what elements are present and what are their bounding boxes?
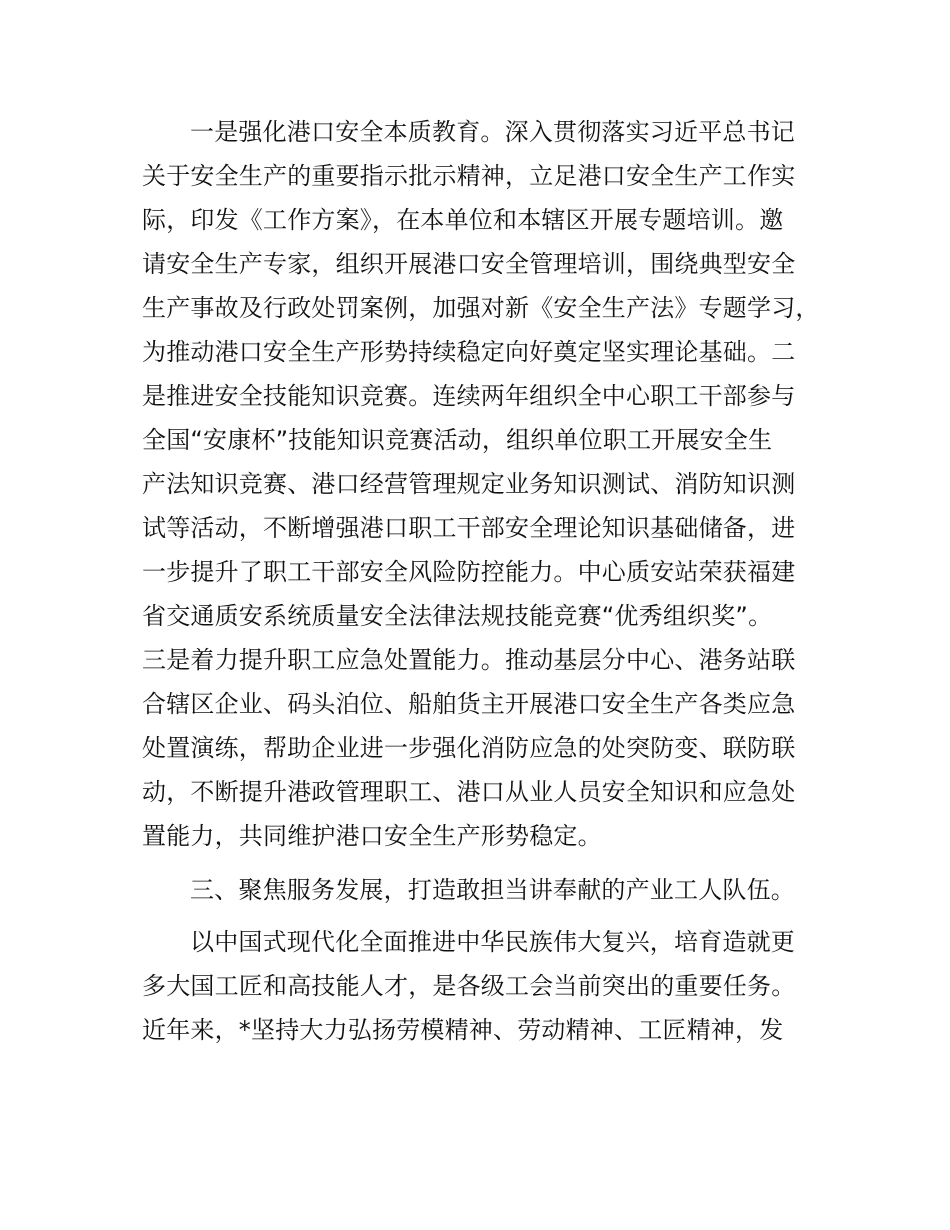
text-line: 请安全生产专家，组织开展港口安全管理培训，围绕典型安全 xyxy=(142,250,796,278)
text-line: 产法知识竞赛、港口经营管理规定业务知识测试、消防知识测 xyxy=(142,470,796,498)
text-line: 际，印发《工作方案》，在本单位和本辖区开展专题培训。邀 xyxy=(142,206,784,234)
text-line: 全国“安康杯”技能知识竞赛活动，组织单位职工开展安全生 xyxy=(142,426,773,454)
text-line: 以中国式现代化全面推进中华民族伟大复兴，培育造就更 xyxy=(190,928,795,956)
text-line: 试等活动，不断增强港口职工干部安全理论知识基础储备，进 xyxy=(142,514,796,542)
text-line: 一步提升了职工干部安全风险防控能力。中心质安站荣获福建 xyxy=(142,558,796,586)
text-line: 一是强化港口安全本质教育。深入贯彻落实习近平总书记 xyxy=(190,118,795,146)
text-line: 为推动港口安全生产形势持续稳定向好奠定坚实理论基础。二 xyxy=(142,338,796,366)
text-line: 合辖区企业、码头泊位、船舶货主开展港口安全生产各类应急 xyxy=(142,690,796,718)
text-line: 省交通质安系统质量安全法律法规技能竞赛“优秀组织奖”。 xyxy=(142,602,773,630)
text-line: 是推进安全技能知识竞赛。连续两年组织全中心职工干部参与 xyxy=(142,382,796,410)
text-line: 置能力，共同维护港口安全生产形势稳定。 xyxy=(142,822,602,850)
text-line: 处置演练，帮助企业进一步强化消防应急的处突防变、联防联 xyxy=(142,734,796,762)
text-line: 近年来，*坚持大力弘扬劳模精神、劳动精神、工匠精神，发 xyxy=(142,1016,784,1044)
text-line: 三是着力提升职工应急处置能力。推动基层分中心、港务站联 xyxy=(142,646,796,674)
text-line: 动，不断提升港政管理职工、港口从业人员安全知识和应急处 xyxy=(142,778,796,806)
text-line: 多大国工匠和高技能人才，是各级工会当前突出的重要任务。 xyxy=(142,972,796,1000)
section-heading: 三、聚焦服务发展，打造敢担当讲奉献的产业工人队伍。 xyxy=(190,876,795,904)
text-line: 关于安全生产的重要指示批示精神，立足港口安全生产工作实 xyxy=(142,162,796,190)
text-line: 生产事故及行政处罚案例，加强对新《安全生产法》专题学习， xyxy=(142,294,820,322)
